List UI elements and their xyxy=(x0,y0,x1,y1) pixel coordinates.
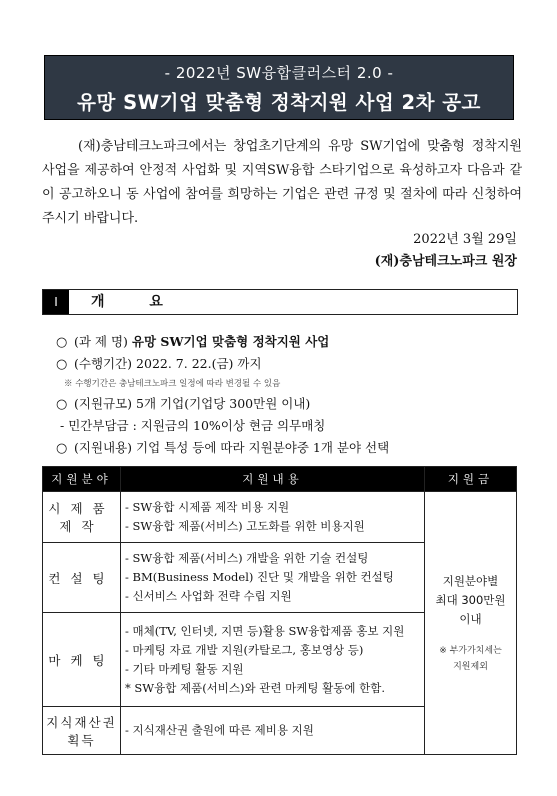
page-subtitle: - 2022년 SW융합클러스터 2.0 - xyxy=(164,64,394,82)
category-cell: 컨설팅 xyxy=(43,543,121,613)
signature: (재)충남테크노파크 원장 xyxy=(374,254,517,269)
content-value: 기업 특성 등에 따라 지원분야중 1개 분야 선택 xyxy=(136,440,390,455)
list-item xyxy=(56,331,526,353)
title-banner xyxy=(44,55,514,120)
overview-list xyxy=(56,331,526,459)
category-cell: 지식재산권획득 xyxy=(43,707,121,755)
project-label: (과 제 명) xyxy=(74,334,128,349)
content-label: (지원내용) xyxy=(74,440,133,455)
intro-block xyxy=(42,135,522,231)
content-cell xyxy=(121,543,425,613)
content-line: - SW융합 제품(서비스) 고도화를 위한 비용지원 xyxy=(125,519,365,533)
section-number: Ⅰ xyxy=(43,290,69,314)
list-item xyxy=(56,375,526,393)
content-cell xyxy=(121,613,425,707)
amount-line: 이내 xyxy=(459,611,482,626)
content-line: * SW융합 제품(서비스)와 관련 마케팅 활동에 한함. xyxy=(125,680,385,695)
section-title: 개 요 xyxy=(91,294,183,310)
amount-cell xyxy=(425,492,517,755)
support-table xyxy=(42,466,517,755)
amount-line: 지원분야별 xyxy=(442,573,499,588)
content-cell xyxy=(121,707,425,755)
announcement-date: 2022년 3월 29일 xyxy=(413,232,517,247)
content-line: - 기타 마케팅 활동 지원 xyxy=(125,661,244,676)
list-item xyxy=(56,393,526,415)
period-value: 2022. 7. 22.(금) 까지 xyxy=(136,356,262,371)
dash-mark: - xyxy=(60,418,65,433)
content-cell xyxy=(121,492,425,543)
circle-bullet-icon: ○ xyxy=(56,357,68,372)
header-amount: 지원금 xyxy=(425,467,517,492)
matching-note: 민간부담금 : 지원금의 10%이상 현금 의무매칭 xyxy=(68,418,326,433)
list-item xyxy=(56,415,526,437)
amount-line: 최대 300만원 xyxy=(435,592,506,607)
content-line: - 지식재산권 출원에 따른 제비용 지원 xyxy=(125,723,314,737)
table-header-row xyxy=(43,467,517,492)
content-line: - 마케팅 자료 개발 지원(카탈로그, 홍보영상 등) xyxy=(125,642,364,657)
period-label: (수행기간) xyxy=(74,356,133,371)
project-value: 유망 SW기업 맞춤형 정착지원 사업 xyxy=(131,334,330,349)
content-line: - 매체(TV, 인터넷, 지면 등)활용 SW융합제품 홍보 지원 xyxy=(125,623,405,638)
scale-label: (지원규모) xyxy=(74,396,133,411)
vat-note-line: 지원제외 xyxy=(453,661,488,672)
category-cell: 시제품제작 xyxy=(43,492,121,543)
list-item xyxy=(56,437,526,459)
scale-value: 5개 기업(기업당 300만원 이내) xyxy=(136,396,311,411)
content-line: - SW융합 시제품 제작 비용 지원 xyxy=(125,500,290,514)
intro-paragraph: (재)충남테크노파크에서는 창업초기단계의 유망 SW기업에 맞춤형 정착지원 사업을 제공하여 안정적 사업화 및 지역SW융합 스타기업으로 육성하고자 다음과 같이 공고하오니 동 사업에 참여를 희망하는 기업은 관련 규정 및 절차에 따라 신청하여 주시기 바랍니다. xyxy=(42,139,522,226)
content-line: - BM(Business Model) 진단 및 개발을 위한 컨설팅 xyxy=(125,570,394,584)
vat-note xyxy=(426,643,515,675)
content-line: - SW융합 제품(서비스) 개발을 위한 기술 컨설팅 xyxy=(125,551,369,565)
header-category: 지원분야 xyxy=(43,467,121,492)
circle-bullet-icon: ○ xyxy=(56,397,68,412)
table-row xyxy=(43,492,517,543)
page-title: 유망 SW기업 맞춤형 정착지원 사업 2차 공고 xyxy=(77,91,481,114)
circle-bullet-icon: ○ xyxy=(56,441,68,456)
category-cell: 마케팅 xyxy=(43,613,121,707)
header-content: 지원내용 xyxy=(121,467,425,492)
content-line: - 신서비스 사업화 전략 수립 지원 xyxy=(125,589,292,603)
note-mark: ※ xyxy=(64,379,73,389)
period-note: 수행기간은 충남테크노파크 일정에 따라 변경될 수 있음 xyxy=(75,379,281,389)
vat-note-line: ※ 부가가치세는 xyxy=(439,645,502,656)
section-header xyxy=(42,289,518,315)
circle-bullet-icon: ○ xyxy=(56,335,68,350)
list-item xyxy=(56,353,526,375)
